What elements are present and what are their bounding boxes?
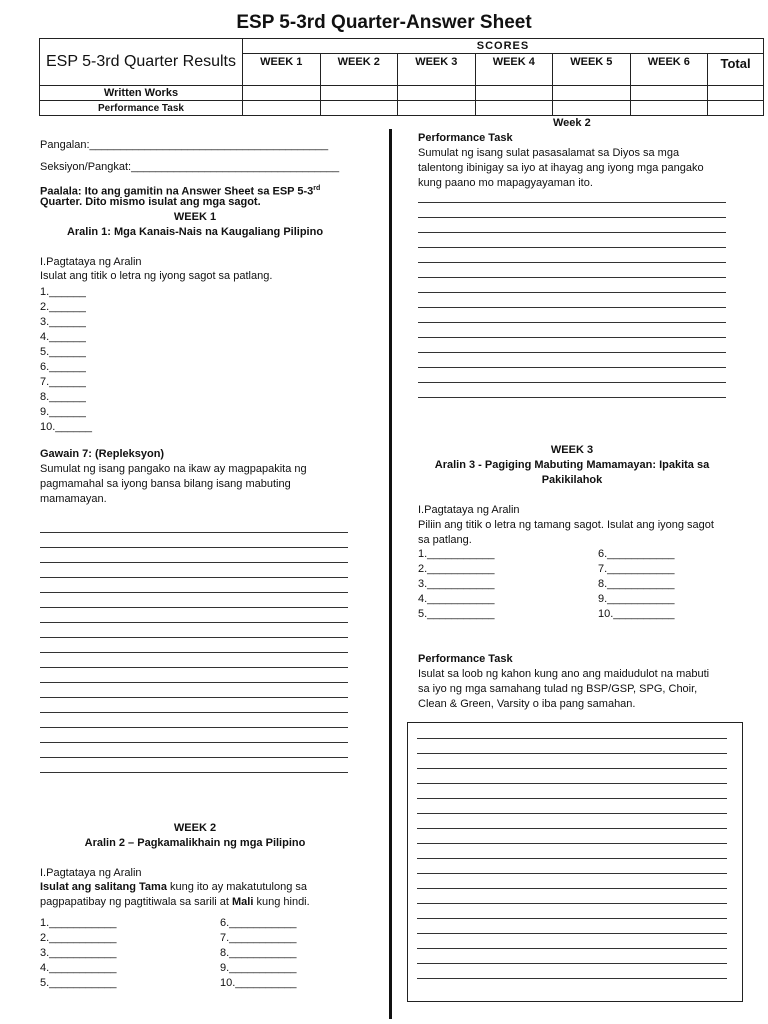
lesson1-title: Aralin 1: Mga Kanais-Nais na Kaugaliang Pilipino	[66, 226, 324, 238]
answer-blank[interactable]: 5.___________	[418, 608, 495, 620]
answer-blank[interactable]: 9.___________	[220, 962, 297, 974]
lesson3-title-2: Pakikilahok	[541, 474, 603, 486]
writing-line[interactable]	[40, 712, 348, 713]
writing-line[interactable]	[418, 397, 726, 398]
reminder-note-line2: Quarter. Dito mismo isulat ang mga sagot.	[40, 196, 261, 208]
answer-box[interactable]	[407, 722, 743, 1002]
writing-line[interactable]	[40, 562, 348, 563]
writing-line[interactable]	[417, 918, 727, 919]
answer-blank[interactable]: 6.______	[40, 361, 86, 373]
writing-line[interactable]	[418, 202, 726, 203]
page-title: ESP 5-3rd Quarter-Answer Sheet	[236, 12, 532, 33]
writing-line[interactable]	[417, 843, 727, 844]
perf-task-heading: Performance Task	[418, 132, 513, 144]
answer-blank[interactable]: 4.______	[40, 331, 86, 343]
week-header: WEEK 3	[398, 54, 476, 86]
writing-line[interactable]	[417, 933, 727, 934]
writing-lines-right[interactable]	[418, 202, 726, 412]
writing-line[interactable]	[418, 367, 726, 368]
answer-blank[interactable]: 6.___________	[598, 548, 675, 560]
answer-blank[interactable]: 4.___________	[40, 962, 117, 974]
answer-blank[interactable]: 1.______	[40, 286, 86, 298]
writing-line[interactable]	[418, 277, 726, 278]
answer-blank[interactable]: 5.______	[40, 346, 86, 358]
writing-line[interactable]	[40, 577, 348, 578]
answer-blank[interactable]: 1.___________	[418, 548, 495, 560]
answer-blank[interactable]: 6.___________	[220, 917, 297, 929]
writing-line[interactable]	[40, 772, 348, 773]
row-label-written-works: Written Works	[40, 86, 243, 101]
score-cell[interactable]	[243, 86, 321, 101]
answer-blank[interactable]: 2.______	[40, 301, 86, 313]
answer-blank[interactable]: 2.___________	[40, 932, 117, 944]
week3-heading: WEEK 3	[550, 444, 594, 456]
column-divider	[389, 129, 392, 1019]
answer-blank[interactable]: 3.___________	[418, 578, 495, 590]
writing-line[interactable]	[40, 742, 348, 743]
answer-blank[interactable]: 10.______	[40, 421, 92, 433]
score-cell[interactable]	[320, 101, 398, 116]
writing-line[interactable]	[417, 753, 727, 754]
score-cell[interactable]	[475, 101, 553, 116]
reminder-note: Paalala: Ito ang gamitin na Answer Sheet sa ESP 5-3rd	[40, 185, 321, 198]
answer-blank[interactable]: 8.______	[40, 391, 86, 403]
writing-line[interactable]	[40, 607, 348, 608]
answer-blank[interactable]: 4.___________	[418, 593, 495, 605]
writing-line[interactable]	[418, 352, 726, 353]
answer-blank[interactable]: 7.___________	[598, 563, 675, 575]
writing-line[interactable]	[40, 727, 348, 728]
answer-blank[interactable]: 8.___________	[598, 578, 675, 590]
writing-line[interactable]	[418, 217, 726, 218]
writing-line[interactable]	[417, 813, 727, 814]
answer-blank[interactable]: 7.___________	[220, 932, 297, 944]
score-cell[interactable]	[320, 86, 398, 101]
week-header: WEEK 6	[630, 54, 708, 86]
score-cell[interactable]	[398, 86, 476, 101]
perf-task2-text-1: Isulat sa loob ng kahon kung ano ang maidudulot na mabuti	[418, 668, 710, 680]
writing-line[interactable]	[418, 262, 726, 263]
answer-blank[interactable]: 3.___________	[40, 947, 117, 959]
writing-line[interactable]	[417, 828, 727, 829]
week2-heading: WEEK 2	[173, 822, 217, 834]
writing-line[interactable]	[417, 783, 727, 784]
answer-blank[interactable]: 8.___________	[220, 947, 297, 959]
assessment2-instruction: Isulat ang salitang Tama kung ito ay makatutulong sa	[40, 881, 307, 893]
answer-blank[interactable]: 2.___________	[418, 563, 495, 575]
week-header: WEEK 1	[243, 54, 321, 86]
writing-line[interactable]	[417, 888, 727, 889]
perf-task-text-3: kung paano mo mapagyayaman ito.	[418, 177, 593, 189]
name-field[interactable]: Pangalan:_______________________________________	[40, 139, 329, 151]
gawain7-text-2: pagmamahal sa iyong bansa bilang isang mabuting	[40, 478, 291, 490]
writing-line[interactable]	[40, 652, 348, 653]
writing-line[interactable]	[40, 757, 348, 758]
writing-line[interactable]	[40, 697, 348, 698]
row-label-performance-task: Performance Task	[40, 101, 243, 116]
score-cell[interactable]	[630, 101, 708, 116]
gawain7-heading: Gawain 7: (Repleksyon)	[40, 448, 165, 460]
writing-line[interactable]	[40, 547, 348, 548]
scores-header: SCORES	[243, 39, 764, 54]
week-header: WEEK 2	[320, 54, 398, 86]
answers3-right	[598, 547, 674, 622]
answer-blank[interactable]: 5.___________	[40, 977, 117, 989]
lesson3-title: Aralin 3 - Pagiging Mabuting Mamamayan: Ipakita sa	[434, 459, 710, 471]
writing-line[interactable]	[40, 592, 348, 593]
perf-task-text-1: Sumulat ng isang sulat pasasalamat sa Diyos sa mga	[418, 147, 680, 159]
week-header: WEEK 5	[553, 54, 631, 86]
score-cell[interactable]	[553, 86, 631, 101]
writing-line[interactable]	[418, 337, 726, 338]
gawain7-text-3: mamamayan.	[40, 493, 107, 505]
writing-line[interactable]	[417, 798, 727, 799]
answer-blank[interactable]: 10.__________	[598, 608, 675, 620]
total-cell[interactable]	[708, 101, 764, 116]
writing-lines-left[interactable]	[40, 532, 348, 787]
writing-line[interactable]	[40, 637, 348, 638]
perf-task2-text-2: sa iyo ng mga samahang tulad ng BSP/GSP, SPG, Choir,	[418, 683, 698, 695]
week1-heading: WEEK 1	[173, 211, 217, 223]
writing-line[interactable]	[417, 963, 727, 964]
answers3-left	[418, 547, 494, 622]
total-cell[interactable]	[708, 86, 764, 101]
answers2-left	[40, 916, 116, 991]
assessment2-heading: I.Pagtataya ng Aralin	[40, 867, 142, 879]
week-header: WEEK 4	[475, 54, 553, 86]
results-label: ESP 5-3rd Quarter Results	[40, 39, 243, 86]
writing-line[interactable]	[417, 948, 727, 949]
writing-line[interactable]	[40, 682, 348, 683]
writing-line[interactable]	[40, 532, 348, 533]
total-header: Total	[708, 54, 764, 86]
score-cell[interactable]	[475, 86, 553, 101]
perf-task2-text-3: Clean & Green, Varsity o iba pang samahan.	[418, 698, 636, 710]
perf-task-text-2: talentong ibinigay sa iyo at ihayag ang iyong mga pangako	[418, 162, 704, 174]
answer-blank[interactable]: 10.__________	[220, 977, 297, 989]
writing-line[interactable]	[417, 978, 727, 979]
score-cell[interactable]	[398, 101, 476, 116]
assessment2-instruction-2: pagpapatibay ng pagtitiwala sa sarili at Mali kung hindi.	[40, 896, 310, 908]
writing-line[interactable]	[418, 232, 726, 233]
score-cell[interactable]	[553, 101, 631, 116]
answer-blank[interactable]: 3.______	[40, 316, 86, 328]
writing-line[interactable]	[418, 292, 726, 293]
writing-line[interactable]	[40, 622, 348, 623]
writing-line[interactable]	[40, 667, 348, 668]
score-table	[39, 38, 764, 116]
writing-line[interactable]	[417, 738, 727, 739]
answer-blank[interactable]: 9.______	[40, 406, 86, 418]
answer-blank[interactable]: 7.______	[40, 376, 86, 388]
answers1-list	[40, 285, 120, 435]
writing-line[interactable]	[417, 768, 727, 769]
assessment1-heading: I.Pagtataya ng Aralin	[40, 256, 142, 268]
gawain7-text-1: Sumulat ng isang pangako na ikaw ay magpapakita ng	[40, 463, 307, 475]
assessment1-instruction: Isulat ang titik o letra ng iyong sagot sa patlang.	[40, 270, 273, 282]
writing-line[interactable]	[418, 307, 726, 308]
section-field[interactable]: Seksiyon/Pangkat:__________________________________	[40, 161, 340, 173]
box-writing-lines[interactable]	[417, 738, 727, 993]
writing-line[interactable]	[417, 858, 727, 859]
answer-blank[interactable]: 1.___________	[40, 917, 117, 929]
week2-label: Week 2	[553, 117, 591, 129]
assessment3-instruction: Piliin ang titik o letra ng tamang sagot. Isulat ang iyong sagot	[418, 519, 714, 531]
answers2-right	[220, 916, 296, 991]
perf-task2-heading: Performance Task	[418, 653, 513, 665]
writing-line[interactable]	[418, 247, 726, 248]
lesson2-title: Aralin 2 – Pagkamalikhain ng mga Pilipino	[84, 837, 306, 849]
score-cell[interactable]	[243, 101, 321, 116]
writing-line[interactable]	[417, 873, 727, 874]
assessment3-instruction-2: sa patlang.	[418, 534, 472, 546]
score-cell[interactable]	[630, 86, 708, 101]
writing-line[interactable]	[417, 903, 727, 904]
answer-blank[interactable]: 9.___________	[598, 593, 675, 605]
assessment3-heading: I.Pagtataya ng Aralin	[418, 504, 520, 516]
writing-line[interactable]	[418, 322, 726, 323]
writing-line[interactable]	[418, 382, 726, 383]
